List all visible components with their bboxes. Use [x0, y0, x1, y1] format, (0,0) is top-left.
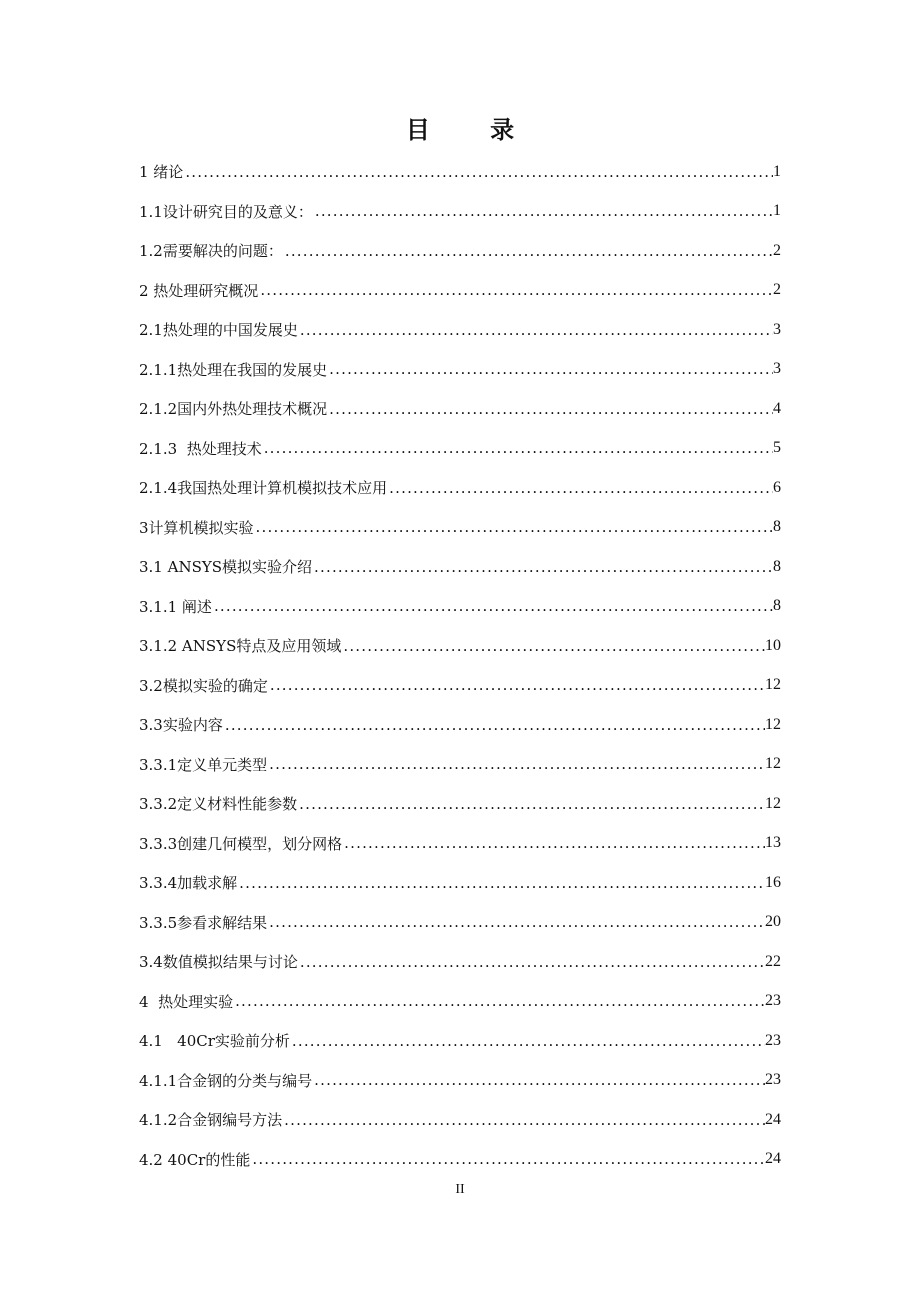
toc-entry-label: 3.1.1 阐述 [139, 597, 212, 616]
toc-entry-page-number: 13 [765, 834, 781, 852]
toc-entry-label: 2.1.3 热处理技术 [139, 439, 262, 458]
toc-entry[interactable] [139, 1021, 781, 1061]
toc-dot-leader [267, 755, 765, 773]
toc-entry[interactable] [139, 350, 781, 390]
toc-entry-label: 1.2需要解决的问题： [139, 242, 283, 261]
toc-entry[interactable] [139, 626, 781, 666]
toc-entry-label: 3.3.2定义材料性能参数 [139, 795, 298, 814]
page-number: II [455, 1182, 465, 1197]
toc-entry-label: 2.1.1热处理在我国的发展史 [139, 360, 328, 379]
toc-entry-label: 3.3.5参看求解结果 [139, 913, 268, 932]
toc-dot-leader [290, 1032, 765, 1050]
toc-entry-label: 2.1.2国内外热处理技术概况 [139, 400, 328, 419]
toc-dot-leader [262, 439, 773, 457]
toc-entry-page-number: 12 [765, 676, 781, 694]
toc-dot-leader [233, 992, 765, 1010]
toc-entry-page-number: 12 [765, 715, 781, 733]
toc-dot-leader [258, 281, 773, 299]
toc-entry-page-number: 23 [765, 992, 781, 1010]
toc-entry[interactable] [139, 429, 781, 469]
toc-entry-page-number: 23 [765, 1031, 781, 1049]
toc-entry[interactable] [139, 389, 781, 429]
toc-entry-label: 4.1 40Cr实验前分析 [139, 1032, 290, 1051]
toc-entry[interactable] [139, 192, 781, 232]
toc-entry-label: 3计算机模拟实验 [139, 518, 254, 537]
toc-dot-leader [268, 676, 765, 694]
toc-entry[interactable] [139, 271, 781, 311]
toc-entry[interactable] [139, 468, 781, 508]
toc-dot-leader [254, 518, 773, 536]
toc-entry-page-number: 1 [773, 162, 781, 180]
toc-entry[interactable] [139, 231, 781, 271]
toc-dot-leader [183, 163, 773, 181]
toc-entry[interactable] [139, 310, 781, 350]
toc-entry-label: 3.2模拟实验的确定 [139, 676, 268, 695]
toc-entry-label: 2.1.4我国热处理计算机模拟技术应用 [139, 479, 388, 498]
toc-entry-label: 3.3.4加载求解 [139, 874, 238, 893]
toc-dot-leader [298, 321, 773, 339]
toc-entry-page-number: 20 [765, 913, 781, 931]
toc-entry-label: 3.3.1定义单元类型 [139, 755, 268, 774]
toc-entry[interactable] [139, 1100, 781, 1140]
toc-entry-label: 3.1.2 ANSYS特点及应用领域 [139, 637, 342, 656]
toc-entry-label: 2.1热处理的中国发展史 [139, 321, 298, 340]
toc-entry[interactable] [139, 547, 781, 587]
toc-entry[interactable] [139, 152, 781, 192]
toc-dot-leader [342, 834, 765, 852]
toc-dot-leader [327, 400, 773, 418]
toc-entry-page-number: 8 [773, 597, 781, 615]
toc-dot-leader [312, 558, 773, 576]
toc-dot-leader [387, 479, 773, 497]
toc-entry[interactable] [139, 666, 781, 706]
toc-entry-label: 4 热处理实验 [139, 992, 234, 1011]
toc-entry-label: 3.3.3创建几何模型，划分网格 [139, 834, 343, 853]
toc-entry[interactable] [139, 942, 781, 982]
toc-entry-page-number: 24 [765, 1110, 781, 1128]
toc-entry-label: 3.3实验内容 [139, 716, 223, 735]
toc-entry-page-number: 2 [773, 281, 781, 299]
toc-entry[interactable] [139, 508, 781, 548]
toc-dot-leader [298, 953, 765, 971]
toc-entry-label: 1 绪论 [139, 163, 184, 182]
toc-dot-leader [250, 1150, 765, 1168]
toc-entry-label: 1.1设计研究目的及意义： [139, 202, 313, 221]
toc-dot-leader [312, 1071, 765, 1089]
toc-entry[interactable] [139, 705, 781, 745]
toc-entry-label: 3.4数值模拟结果与讨论 [139, 953, 298, 972]
toc-entry[interactable] [139, 982, 781, 1022]
toc-entry-page-number: 24 [765, 1150, 781, 1168]
toc-dot-leader [283, 242, 773, 260]
toc-entry-page-number: 8 [773, 518, 781, 536]
table-of-contents [139, 152, 781, 1179]
toc-entry[interactable] [139, 745, 781, 785]
toc-entry-page-number: 6 [773, 478, 781, 496]
toc-entry[interactable] [139, 784, 781, 824]
toc-dot-leader [267, 913, 765, 931]
toc-dot-leader [212, 597, 773, 615]
toc-dot-leader [313, 202, 773, 220]
toc-dot-leader [297, 795, 765, 813]
toc-entry[interactable] [139, 903, 781, 943]
toc-dot-leader [327, 360, 773, 378]
toc-entry-page-number: 1 [773, 202, 781, 220]
toc-entry[interactable] [139, 1061, 781, 1101]
toc-entry-page-number: 2 [773, 241, 781, 259]
toc-entry-page-number: 3 [773, 360, 781, 378]
toc-entry[interactable] [139, 824, 781, 864]
toc-dot-leader [282, 1111, 765, 1129]
toc-entry-label: 4.1.1合金钢的分类与编号 [139, 1071, 313, 1090]
toc-entry-page-number: 12 [765, 755, 781, 773]
toc-entry[interactable] [139, 863, 781, 903]
toc-entry-label: 4.1.2合金钢编号方法 [139, 1111, 283, 1130]
toc-entry-page-number: 3 [773, 320, 781, 338]
toc-entry[interactable] [139, 1140, 781, 1180]
toc-entry[interactable] [139, 587, 781, 627]
toc-dot-leader [341, 637, 765, 655]
toc-title: 目 录 [405, 116, 541, 144]
toc-entry-page-number: 16 [765, 873, 781, 891]
toc-entry-page-number: 12 [765, 794, 781, 812]
toc-entry-page-number: 22 [765, 952, 781, 970]
toc-dot-leader [237, 874, 765, 892]
toc-entry-page-number: 10 [765, 636, 781, 654]
toc-entry-label: 3.1 ANSYS模拟实验介绍 [139, 558, 313, 577]
toc-entry-label: 4.2 40Cr的性能 [139, 1150, 251, 1169]
toc-entry-label: 2 热处理研究概况 [139, 281, 259, 300]
toc-entry-page-number: 8 [773, 557, 781, 575]
toc-entry-page-number: 23 [765, 1071, 781, 1089]
toc-dot-leader [223, 716, 765, 734]
toc-entry-page-number: 4 [773, 399, 781, 417]
toc-entry-page-number: 5 [773, 439, 781, 457]
